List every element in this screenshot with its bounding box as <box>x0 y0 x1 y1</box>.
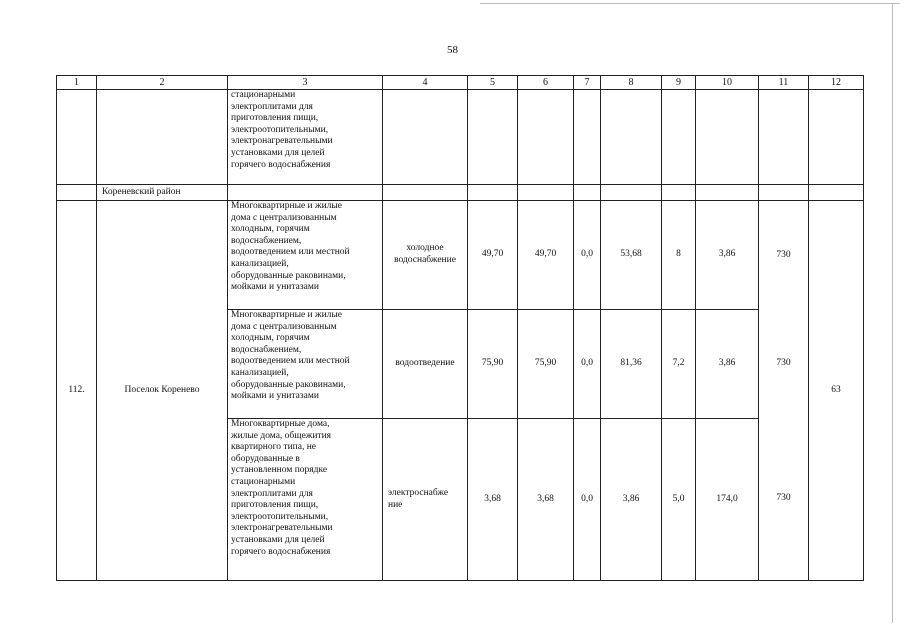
row-cold-water-col-5: 49,70 <box>467 200 518 310</box>
row-electricity-col-7: 0,0 <box>573 418 601 581</box>
scan-edge-line <box>480 3 900 4</box>
district-col-10 <box>695 184 759 201</box>
row-electricity-col-11: 730 <box>758 418 809 581</box>
row-electricity-col-8: 3,86 <box>600 418 662 581</box>
row-cold-water-col-11: 730 <box>758 200 809 310</box>
continuation-col-2 <box>96 89 228 185</box>
header-col-11: 11 <box>758 75 809 90</box>
header-col-7: 7 <box>573 75 601 90</box>
page-number: 58 <box>447 44 458 56</box>
row-cold-water-category: Многоквартирные и жилые дома с централизованным холодным, горячим водоснабжением, водоотведением или местной канализацией, оборудованные раковинами, мойками и унитазами <box>227 200 383 310</box>
row-cold-water-col-10: 3,86 <box>695 200 759 310</box>
district-col-8 <box>600 184 662 201</box>
entry-number: 112. <box>56 200 97 581</box>
district-col-1 <box>56 184 97 201</box>
row-electricity-col-5: 3,68 <box>467 418 518 581</box>
continuation-col-4 <box>382 89 468 185</box>
row-sewerage-col-10: 3,86 <box>695 309 759 419</box>
row-electricity-col-9: 5,0 <box>661 418 696 581</box>
entry-settlement: Поселок Коренево <box>96 200 228 581</box>
row-sewerage-col-6: 75,90 <box>517 309 574 419</box>
row-cold-water-col-7: 0,0 <box>573 200 601 310</box>
district-col-7 <box>573 184 601 201</box>
row-sewerage-col-8: 81,36 <box>600 309 662 419</box>
continuation-col-12 <box>808 89 864 185</box>
header-col-12: 12 <box>808 75 864 90</box>
row-electricity-category: Многоквартирные дома, жилые дома, общежития квартирного типа, не оборудованные в установленном порядке стационарными электроплитами для приготовления пищи, электроотопительными, электронагревательными установками для целей горячего водоснабжения <box>227 418 383 581</box>
continuation-col-7 <box>573 89 601 185</box>
district-col-4 <box>382 184 468 201</box>
header-col-3: 3 <box>227 75 383 90</box>
row-cold-water-service: холодное водоснабжение <box>382 200 468 310</box>
row-sewerage-col-5: 75,90 <box>467 309 518 419</box>
tariff-table <box>56 75 864 581</box>
row-electricity-col-6: 3,68 <box>517 418 574 581</box>
district-col-11 <box>758 184 809 201</box>
continuation-col-8 <box>600 89 662 185</box>
continuation-col-11 <box>758 89 809 185</box>
district-col-9 <box>661 184 696 201</box>
header-col-8: 8 <box>600 75 662 90</box>
header-col-1: 1 <box>56 75 97 90</box>
continuation-col-5 <box>467 89 518 185</box>
district-col-5 <box>467 184 518 201</box>
continuation-col-10 <box>695 89 759 185</box>
entry-col-12: 63 <box>808 200 864 581</box>
row-sewerage-col-9: 7,2 <box>661 309 696 419</box>
district-col-12 <box>808 184 864 201</box>
header-col-6: 6 <box>517 75 574 90</box>
continuation-col-9 <box>661 89 696 185</box>
row-electricity-service: электроснабже ние <box>382 418 468 581</box>
header-col-2: 2 <box>96 75 228 90</box>
row-sewerage-service: водоотведение <box>382 309 468 419</box>
row-cold-water-col-6: 49,70 <box>517 200 574 310</box>
row-cold-water-col-8: 53,68 <box>600 200 662 310</box>
district-name: Кореневский район <box>96 184 228 201</box>
row-sewerage-col-7: 0,0 <box>573 309 601 419</box>
continuation-col-1 <box>56 89 97 185</box>
header-col-4: 4 <box>382 75 468 90</box>
header-col-9: 9 <box>661 75 696 90</box>
row-cold-water-col-9: 8 <box>661 200 696 310</box>
scan-edge-line-vertical <box>892 3 893 623</box>
continuation-category: стационарными электроплитами для приготовления пищи, электроотопительными, электронагревательными установками для целей горячего водоснабжения <box>227 89 383 185</box>
row-sewerage-col-11: 730 <box>758 309 809 419</box>
district-col-6 <box>517 184 574 201</box>
row-sewerage-category: Многоквартирные и жилые дома с централизованным холодным, горячим водоснабжением, водоотведением или местной канализацией, оборудованные раковинами, мойками и унитазами <box>227 309 383 419</box>
continuation-col-6 <box>517 89 574 185</box>
district-col-3 <box>227 184 383 201</box>
header-col-5: 5 <box>467 75 518 90</box>
row-electricity-col-10: 174,0 <box>695 418 759 581</box>
header-col-10: 10 <box>695 75 759 90</box>
